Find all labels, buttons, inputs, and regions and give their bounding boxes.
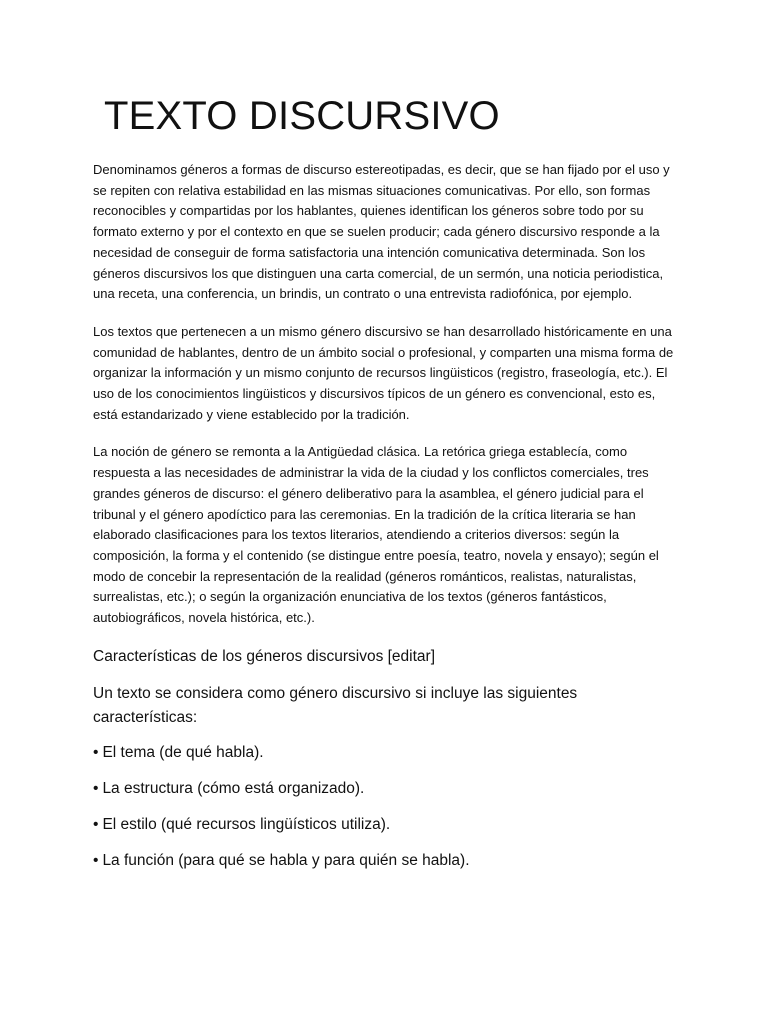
bullet-icon: •: [93, 815, 99, 833]
list-item: [93, 850, 675, 872]
bullet-icon: •: [93, 779, 99, 797]
paragraph-genero-historia: Los textos que pertenecen a un mismo género discursivo se han desarrollado históricamente en una comunidad de hablantes, dentro de un ámbito social o profesional, y comparten una misma forma de organizar la información y un mismo conjunto de recursos lingüisticos (registro, fraseología, etc.). El uso de los conocimientos lingüisticos y discursivos típicos de un género es convencional, esto es, está estandarizado y viene establecido por la tradición.: [93, 323, 674, 422]
list-item: [93, 778, 675, 800]
paragraph-generos-definition: Denominamos géneros a formas de discurso estereotipadas, es decir, que se han fijado por el uso y se repiten con relativa estabilidad en las mismas situaciones comunicativas. Por ello, son formas reconocibles y compartidas por los hablantes, quienes identifican los géneros sobre todo por su formato externo y por el contexto en que se suelen producir; cada género discursivo responde a la necesidad de conseguir de forma satisfactoria una intención comunicativa determinada. Son los géneros discursivos los que distinguen una carta comercial, de un sermón, una noticia periodistica, una receta, una conferencia, un brindis, un contrato o una entrevista radiofónica, por ejemplo.: [93, 162, 670, 302]
section-heading: Características de los géneros discursivos [editar]: [93, 647, 436, 665]
bullet-text: La estructura (cómo está organizado).: [102, 779, 365, 797]
bullet-icon: •: [93, 743, 99, 761]
bullet-text: El estilo (qué recursos lingüísticos utiliza).: [102, 815, 391, 833]
bullet-text: La función (para qué se habla y para quién se habla).: [102, 851, 470, 869]
characteristics-intro: Un texto se considera como género discursivo si incluye las siguientes características:: [93, 684, 578, 727]
list-item: [93, 742, 675, 764]
paragraph-antiguedad-clasica: La noción de género se remonta a la Antigüedad clásica. La retórica griega establecía, como respuesta a las necesidades de administrar la vida de la ciudad y los conflictos comerciales, tres grandes géneros de discurso: el género deliberativo para la asamblea, el género judicial para el tribunal y el género apodíctico para las ceremonias. En la tradición de la crítica literaria se han elaborado clasificaciones para los textos literarios, atendiendo a criterios diversos: según la composición, la forma y el contenido (se distingue entre poesía, teatro, novela y ensayo); según el modo de concebir la representación de la realidad (géneros románticos, realistas, naturalistas, surrealistas, etc.); o según la organización enunciativa de los textos (géneros fantásticos, autobiográficos, novela histórica, etc.).: [93, 444, 659, 626]
characteristics-list: [93, 742, 675, 872]
list-item: [93, 814, 675, 836]
bullet-text: El tema (de qué habla).: [102, 743, 264, 761]
document-title: TEXTO DISCURSIVO: [104, 94, 500, 138]
bullet-icon: •: [93, 851, 99, 869]
document-body: [93, 160, 675, 886]
